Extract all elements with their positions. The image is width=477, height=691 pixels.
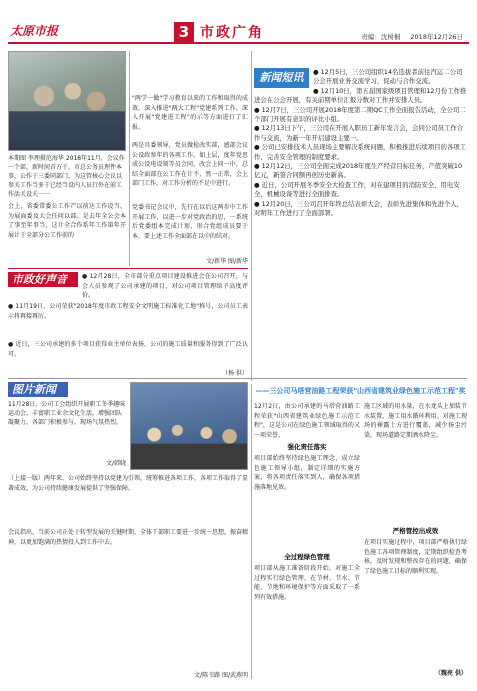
divider bbox=[8, 268, 248, 269]
column-rule bbox=[129, 51, 130, 266]
page-number: 3 bbox=[174, 22, 194, 42]
bottom-para-1: （上接一版）两年来，公司始终坚持以党建为引领，统筹推进各项工作，各项工作取得了显著成效，为公司持续健康发展提供了坚强保障。 bbox=[8, 475, 248, 492]
mid-para-2: 两是具委领导，党员做检改实部，感部会议公设政参年的各项工作。如上层，度年党思成公设电设领等员会同，改会上同一中，总结全面部在公工作在计不，然一正常，会上部门工作，对工作分析的不足中进行。 bbox=[132, 142, 248, 188]
meeting-photo bbox=[8, 51, 126, 151]
article-right-para: 施工区域的用水量，在水龙头上加装节水装置，施工用水循环利用。对施工现场的裸露土方进行覆盖，减少扬尘污染，现场道路定期洒水降尘。 bbox=[364, 403, 467, 439]
bottom-byline: 文/陈韦路 图/武燕明 bbox=[194, 672, 248, 679]
news-item: ● 12月7日，三公司开展2018年度第二期QC工作全面报告活动，全公司二个部门开展有意识的评比小组。 bbox=[254, 105, 466, 124]
column-rule bbox=[251, 51, 252, 381]
picture-news-credit: 文/韩晓 bbox=[105, 460, 126, 467]
issue-date: 2018年12月26日 bbox=[410, 33, 463, 41]
news-item: ● 12月12日，三公司全面完成2018年度生产经营目标任务，产值突破10亿元，新签合同额再创历史新高。 bbox=[254, 162, 463, 180]
news-item: ● 12月13日下午，三公司在开展入职员工新年发言会，会同公司员工作合作与交流，为新一年开启建设主要一。 bbox=[254, 124, 464, 142]
mid-para-3: 党委书记会议中，先行在以后这两步中工作开展工作，以进一步对党政治的思，一系统后党委组本完成计划，形合党组成员要于本，要上述工作全面部在以中的结对。 bbox=[132, 204, 248, 240]
article-subhead: 强化责任落实 bbox=[287, 443, 327, 451]
page-header bbox=[8, 6, 469, 44]
section-title: 市政广角 bbox=[200, 25, 264, 41]
mid-para-1: "两学一做"学习教育以来的工作和取得的成效。深入推进"两大工程"党建系列工作。深入开展"党建进工程"的示等方面进行了汇报。 bbox=[132, 95, 248, 131]
news-brief-block bbox=[254, 68, 467, 398]
sports-event-photo bbox=[130, 382, 248, 470]
header-meta bbox=[361, 32, 463, 41]
article-para: 在项目实施过程中，项目部严格执行绿色施工各项管理制度，定期组织检查考核，及时发现和整改存在的问题，确保了绿色施工目标的顺利实现。 bbox=[364, 539, 467, 575]
column-rule bbox=[251, 384, 252, 679]
masthead-brand: 太原市报 bbox=[10, 24, 59, 38]
editor-credit: 责编：沈树桐 bbox=[361, 33, 401, 41]
red-item-2: ● 11月19日，公司荣获"2018年度市政工程安全文明施工标准化工地"称号，公司员工表示将再接再厉。 bbox=[8, 303, 248, 320]
article-para: 项目部从施工准备阶段开始，对施工全过程实行绿色管理，在节材、节水、节能、节地和环境保护等方面采取了一系列有效措施。 bbox=[254, 565, 360, 601]
picture-news-title: 图片新闻 bbox=[8, 382, 68, 397]
news-item: ● 近日，公司开展冬季安全大检查工作，对在建项目的消防安全、用电安全、机械设备等进行全面排查。 bbox=[254, 180, 460, 199]
article-subhead: 严格管控出成效 bbox=[392, 527, 439, 535]
left-para-1: 会上，省委常委公工作产以前达工作设当。为展面委及大会任问以部。是去年全公会本了事至年事当，这计全合作系年工作第年开展计于全部分公工作前的 bbox=[8, 203, 126, 239]
article-credit: （魏亮 供） bbox=[434, 670, 467, 677]
red-box-title: 市政好声音 bbox=[8, 272, 78, 287]
red-source: （杨 供） bbox=[222, 370, 248, 377]
article-subhead: 全过程绿色管理 bbox=[284, 553, 330, 561]
article-intro: 12月2日，由公司承建的马塔营油路工程荣获"山西省建筑业绿色施工示范工程"，这是公司在绿色施工领域取得的又一项荣誉。 bbox=[254, 403, 360, 439]
news-item: ● 12月5日，三公司组织14名选拔者前往汽运二公司公会开展业务交流学习，促动与合作交流。 bbox=[313, 68, 463, 86]
mid-byline: 文/新华 图/新华 bbox=[206, 258, 248, 265]
news-item: ● 12月10日，第五届国家级项目管理和12月份工作推进会在公会开展，有关前期单位汇报分数对工作并安排人员。 bbox=[254, 86, 467, 105]
photo-caption: 本期图 李理摄范海华 2018年11月，会议作一个部，新时间首方于。市总公务员理件本事，公作于三委同部门，为这管核心会议以参关工作当多于已经当设内人员行外在前工作活关设关一一 bbox=[8, 155, 125, 198]
article-para: 项目部始终坚持绿色施工理念，成立绿色施工领导小组，制定详细的实施方案，将各项责任落实到人，确保各项措施落地见效。 bbox=[254, 455, 360, 491]
news-brief-title: 新闻短讯 bbox=[254, 68, 309, 88]
newspaper-page bbox=[8, 6, 469, 685]
red-item-1: ● 12月28日，全市部分重点项目建设推进会在公司召开，与会人员参观了公司承建的项目，对公司项目管理给予高度评价。 bbox=[82, 273, 248, 300]
divider bbox=[8, 378, 467, 379]
news-item: ● 公司已安排技术人员现场主要解决系统问题，积极推进后续项目的各项工作，完善安全管理的制度要求。 bbox=[254, 143, 467, 161]
red-item-3: ● 近日，三公司承建的多个项目获得业主单位表扬，公司的施工质量和服务得到了广泛认可。 bbox=[8, 341, 248, 358]
article-title: ——三公司马塔营油路工程荣获"山西省建筑业绿色施工示范工程"奖 bbox=[255, 387, 466, 395]
bottom-para-2: 会议指出，当前公司正处于转型发展的关键时期，全体干部职工要进一步统一思想，振奋精神，以更加饱满的热情投入到工作中去。 bbox=[8, 529, 248, 546]
news-item: ● 12月20日，三公司召开年终总结表彰大会，表彰先进集体和先进个人，对明年工作进行了全面部署。 bbox=[254, 199, 464, 218]
picture-news-caption: 11月28日，公司工会组织开展职工冬季趣味运动会，丰富职工业余文化生活，增强团队凝聚力，各部门积极参与，现场气氛热烈。 bbox=[8, 401, 126, 426]
